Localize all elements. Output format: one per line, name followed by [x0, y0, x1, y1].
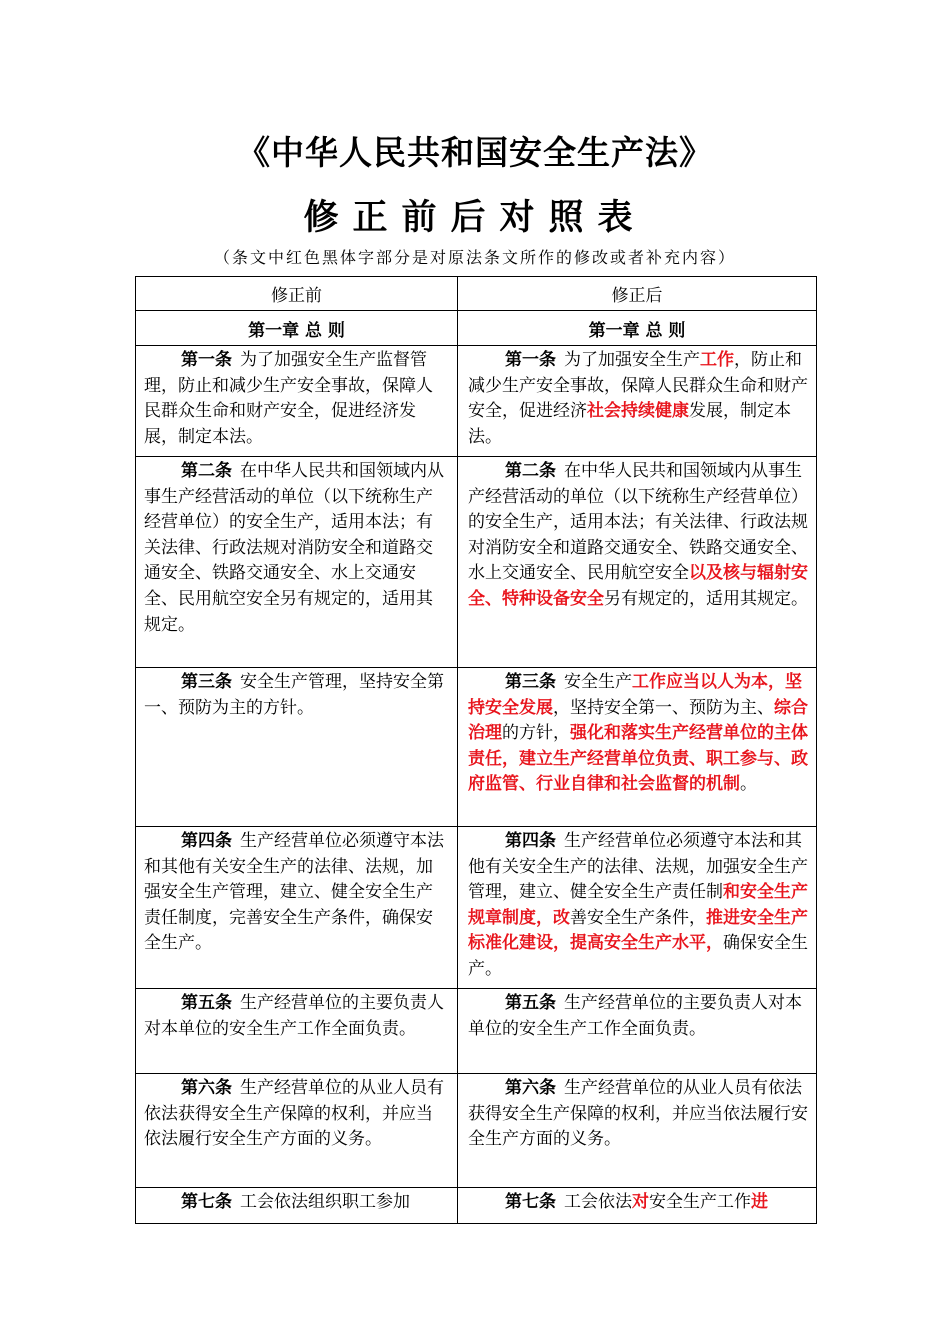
cell-after	[458, 827, 817, 989]
article-label: 第二条	[505, 461, 556, 481]
chapter-row	[136, 311, 817, 346]
article-text: 在中华人民共和国领域内从事生产经营活动的单位（以下统称生产经营单位）的安全生产，适用本法；有关法律、行政法规对消防安全和道路交通安全、铁路交通安全、水上交通安全、民用航空安全	[468, 461, 808, 584]
amended-text: 进	[751, 1192, 768, 1212]
article-text: 另有规定的，适用其规定。	[604, 588, 808, 609]
cell-after	[458, 1188, 817, 1224]
amended-text: 综合治理	[468, 697, 808, 744]
cell-before	[136, 989, 458, 1074]
cell-before	[136, 668, 458, 827]
table-header-row	[136, 277, 817, 311]
article-text: 生产经营单位的主要负责人对本单位的安全生产工作全面负责。	[468, 993, 802, 1039]
article-text: 发展，制定本法。	[468, 401, 791, 447]
article-label: 第一条	[181, 350, 232, 370]
article-label: 第七条	[181, 1192, 232, 1212]
article-text: 生产经营单位必须遵守本法和其他有关安全生产的法律、法规，加强安全生产管理，建立、健全安全生产责任制	[468, 831, 808, 903]
article-body-before: 生产经营单位的主要负责人对本单位的安全生产工作全面负责。	[144, 993, 444, 1039]
article-text-before	[136, 668, 457, 721]
article-body-before: 为了加强安全生产监督管理，防止和减少生产安全事故，保障人民群众生命和财产安全，促进经济发展，制定本法。	[144, 350, 433, 447]
article-label: 第五条	[181, 993, 232, 1013]
article-label: 第七条	[505, 1192, 556, 1212]
amended-text: 社会持续健康	[587, 401, 689, 422]
article-text: 工会依法	[564, 1192, 632, 1212]
article-label: 第四条	[505, 831, 556, 851]
amended-text: 工作应当以人为本，坚持安全发展	[468, 672, 802, 718]
document-note: （条文中红色黑体字部分是对原法条文所作的修改或者补充内容）	[213, 248, 736, 267]
article-text: 安全生产工作	[649, 1192, 751, 1212]
article-body-before: 生产经营单位的从业人员有依法获得安全生产保障的权利，并应当依法履行安全生产方面的义务。	[144, 1078, 444, 1150]
cell-after	[458, 457, 817, 668]
cell-after	[458, 346, 817, 457]
amended-text: 推进安全生产标准化建设，提高安全生产水平，	[468, 907, 808, 954]
comparison-table	[135, 276, 817, 1224]
article-label: 第五条	[505, 993, 556, 1013]
cell-after	[458, 668, 817, 827]
article-text-after	[458, 989, 816, 1042]
article-text-before	[136, 1074, 457, 1153]
amended-text: 和安全生产规章制度，改	[468, 882, 808, 928]
table-row	[136, 989, 817, 1074]
article-text-after	[458, 1074, 816, 1153]
article-body-before: 工会依法组织职工参加	[240, 1192, 410, 1212]
cell-before	[136, 1074, 458, 1188]
article-body-before: 安全生产管理，坚持安全第一、预防为主的方针。	[144, 672, 444, 718]
amended-text: 强化和落实生产经营单位的主体责任，建立生产经营单位负责、职工参与、政府监管、行业自律和社会监督的机制	[468, 723, 808, 795]
document-title: 《中华人民共和国安全生产法》	[237, 133, 713, 172]
article-label: 第四条	[181, 831, 232, 851]
article-text: ，防止和减少生产安全事故，保障人民群众生命和财产安全，促进经济	[468, 350, 808, 422]
article-label: 第三条	[505, 672, 556, 692]
article-text: 为了加强安全生产	[564, 350, 700, 370]
article-text: ，坚持安全第一、预防为主、	[553, 697, 774, 718]
article-text: 的方针，	[502, 723, 570, 744]
articles-body	[136, 346, 817, 1224]
article-text: 。	[740, 774, 757, 795]
article-text: 确保安全生产。	[468, 933, 808, 979]
article-text: 善安全生产条件，	[570, 907, 706, 928]
article-label: 第二条	[181, 461, 232, 481]
cell-before	[136, 827, 458, 989]
cell-before	[136, 1188, 458, 1224]
cell-after	[458, 989, 817, 1074]
table-row	[136, 1188, 817, 1224]
header-before: 修正前	[136, 277, 458, 311]
chapter-after: 第一章 总 则	[458, 311, 817, 346]
article-label: 第一条	[505, 350, 556, 370]
article-text: 安全生产	[564, 672, 632, 692]
article-text-after	[458, 668, 816, 798]
article-text-before	[136, 346, 457, 450]
table-row	[136, 1074, 817, 1188]
article-body-before: 生产经营单位必须遵守本法和其他有关安全生产的法律、法规，加强安全生产管理，建立、健全安全生产责任制度，完善安全生产条件，确保安全生产。	[144, 831, 444, 954]
article-text-before	[136, 457, 457, 638]
article-text-before	[136, 1188, 457, 1216]
article-label: 第三条	[181, 672, 232, 692]
article-text-after	[458, 1188, 816, 1216]
article-text-after	[458, 827, 816, 983]
header-after: 修正后	[458, 277, 817, 311]
article-text-after	[458, 457, 816, 613]
table-row	[136, 346, 817, 457]
table-row	[136, 668, 817, 827]
article-body-before: 在中华人民共和国领域内从事生产经营活动的单位（以下统称生产经营单位）的安全生产，适用本法；有关法律、行政法规对消防安全和道路交通安全、铁路交通安全、水上交通安全、民用航空安全另有规定的，适用其规定。	[144, 461, 444, 635]
article-text: 生产经营单位的从业人员有依法获得安全生产保障的权利，并应当依法履行安全生产方面的义务。	[468, 1078, 808, 1150]
article-label: 第六条	[181, 1078, 232, 1098]
cell-before	[136, 457, 458, 668]
article-label: 第六条	[505, 1078, 556, 1098]
amended-text: 以及核与辐射安全、特种设备安全	[468, 563, 808, 609]
cell-after	[458, 1074, 817, 1188]
amended-text: 工作	[700, 350, 734, 370]
table-row	[136, 827, 817, 989]
table-row	[136, 457, 817, 668]
amended-text: 对	[632, 1192, 649, 1212]
article-text-before	[136, 827, 457, 957]
chapter-before: 第一章 总 则	[136, 311, 458, 346]
cell-before	[136, 346, 458, 457]
document-subtitle: 修正前后对照表	[303, 198, 647, 238]
article-text-before	[136, 989, 457, 1042]
article-text-after	[458, 346, 816, 450]
